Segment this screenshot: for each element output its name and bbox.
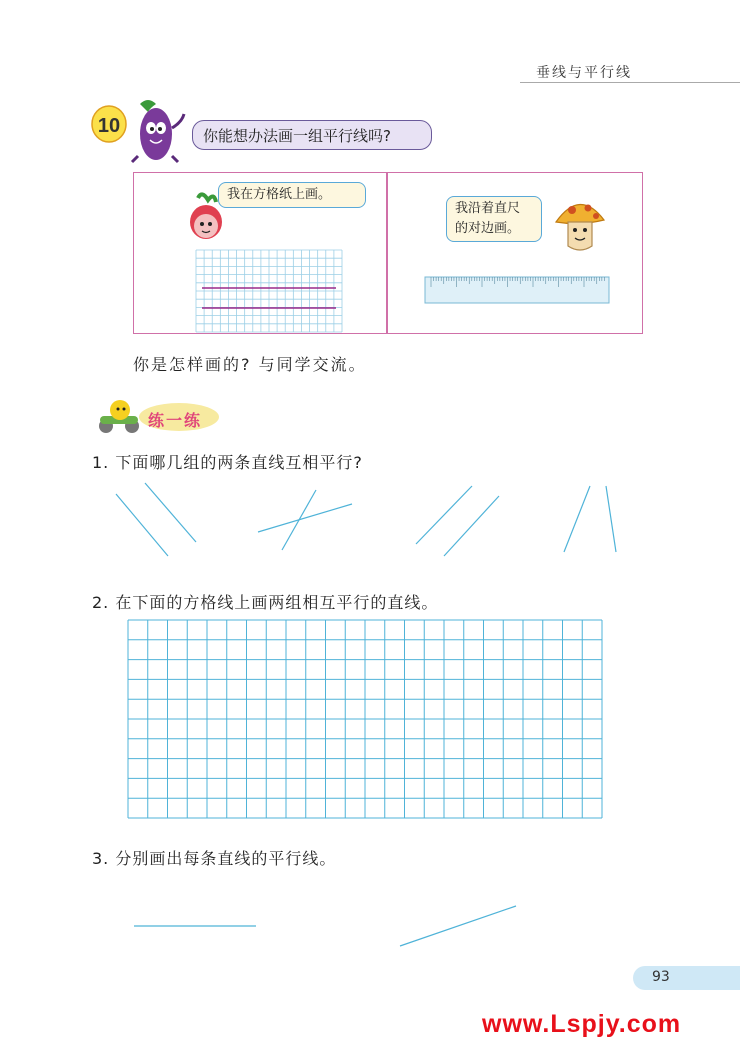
ruler-speech-line2: 的对边画。 xyxy=(455,221,521,236)
chapter-title: 垂线与平行线 xyxy=(536,65,632,81)
practice-label: 练一练 xyxy=(148,411,203,430)
question-3: 3. 分别画出每条直线的平行线。 xyxy=(92,849,337,868)
q3-slanted-line xyxy=(400,906,516,946)
grid-speech-bubble: 我在方格纸上画。 xyxy=(218,182,366,208)
section-number: 10 xyxy=(97,115,121,137)
question-bubble: 你能想办法画一组平行线吗? xyxy=(192,120,432,150)
question-1: 1. 下面哪几组的两条直线互相平行? xyxy=(92,453,363,472)
page-number-tab xyxy=(633,966,740,990)
question-2: 2. 在下面的方格线上画两组相互平行的直线。 xyxy=(92,593,439,612)
discussion-prompt: 你是怎样画的? 与同学交流。 xyxy=(133,355,367,374)
site-watermark: www.Lspjy.com xyxy=(482,1010,682,1038)
ruler-speech-line1: 我沿着直尺 xyxy=(455,201,521,216)
page-number: 93 xyxy=(652,969,670,985)
